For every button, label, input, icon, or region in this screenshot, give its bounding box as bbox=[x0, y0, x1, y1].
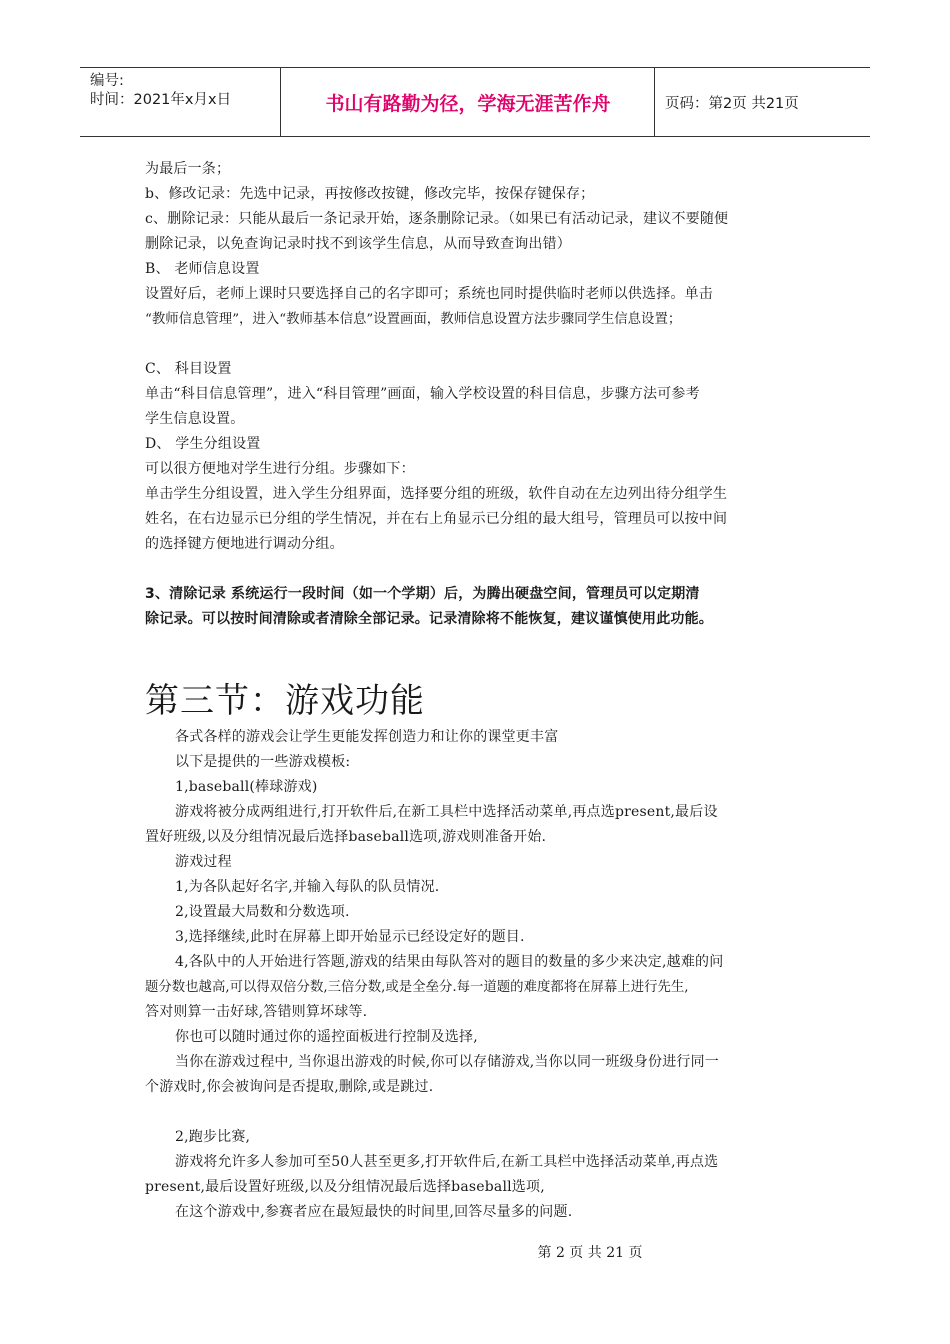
game-line: 答对则算一击好球,答错则算坏球等. bbox=[145, 1004, 368, 1020]
game-line: 你也可以随时通过你的遥控面板进行控制及选择, bbox=[175, 1029, 478, 1045]
document-number-label: 编号: bbox=[90, 73, 124, 89]
game-line: present,最后设置好班级,以及分组情况最后选择baseball选项, bbox=[145, 1179, 545, 1195]
document-body bbox=[145, 157, 810, 1225]
game-line: 1,baseball(棒球游戏) bbox=[175, 779, 318, 795]
body-line: “教师信息管理”，进入“教师基本信息”设置画面，教师信息设置方法步骤同学生信息设置； bbox=[145, 312, 682, 327]
header-page-info: 页码：第2页 共21页 bbox=[665, 95, 799, 112]
game-line: 2,设置最大局数和分数选项. bbox=[175, 904, 350, 920]
subsection-heading-d: D、 学生分组设置 bbox=[145, 436, 261, 452]
game-line: 游戏将允许多人参加可至50人甚至更多,打开软件后,在新工具栏中选择活动菜单,再点选 bbox=[175, 1154, 719, 1170]
body-line: 设置好后，老师上课时只要选择自己的名字即可；系统也同时提供临时老师以供选择。单击 bbox=[145, 286, 713, 302]
header-meta bbox=[80, 68, 281, 136]
game-line: 2,跑步比赛, bbox=[175, 1129, 251, 1145]
body-line: c、删除记录：只能从最后一条记录开始，逐条删除记录。（如果已有活动记录，建议不要随便 bbox=[145, 211, 729, 227]
body-line: 单击“科目信息管理”，进入“科目管理”画面，输入学校设置的科目信息，步骤方法可参考 bbox=[145, 386, 700, 402]
body-line: 单击学生分组设置，进入学生分组界面，选择要分组的班级，软件自动在左边列出待分组学生 bbox=[145, 486, 728, 502]
section-title: 第三节：游戏功能 bbox=[145, 681, 425, 721]
body-line: 为最后一条； bbox=[145, 161, 231, 177]
game-line: 3,选择继续,此时在屏幕上即开始显示已经设定好的题目. bbox=[175, 929, 525, 945]
game-line: 以下是提供的一些游戏模板: bbox=[175, 754, 351, 770]
game-line: 当你在游戏过程中, 当你退出游戏的时候,你可以存储游戏,当你以同一班级身份进行同一 bbox=[175, 1054, 719, 1070]
body-line: b、修改记录：先选中记录，再按修改按键，修改完毕，按保存键保存； bbox=[145, 186, 595, 202]
game-line: 游戏将被分成两组进行,打开软件后,在新工具栏中选择活动菜单,再点选present,最后设 bbox=[175, 804, 718, 820]
game-line: 各式各样的游戏会让学生更能发挥创造力和让你的课堂更丰富 bbox=[175, 729, 559, 745]
game-line: 在这个游戏中,参赛者应在最短最快的时间里,回答尽量多的问题. bbox=[175, 1204, 573, 1220]
game-line: 置好班级,以及分组情况最后选择baseball选项,游戏则准备开始. bbox=[145, 829, 547, 845]
document-date: 时间：2021年x月x日 bbox=[90, 92, 232, 108]
game-line: 游戏过程 bbox=[175, 854, 232, 870]
bold-paragraph-line: 除记录。可以按时间清除或者清除全部记录。记录清除将不能恢复，建议谨慎使用此功能。 bbox=[145, 611, 713, 627]
footer-page-number: 第 2 页 共 21 页 bbox=[537, 1245, 643, 1261]
page-footer bbox=[0, 1242, 950, 1262]
game-line: 题分数也越高,可以得双倍分数,三倍分数,或是全垒分.每一道题的难度都将在屏幕上进行先生, bbox=[145, 980, 689, 995]
body-line: 学生信息设置。 bbox=[145, 411, 245, 427]
header-motto: 书山有路勤为径，学海无涯苦作舟 bbox=[282, 68, 655, 136]
page-header bbox=[80, 67, 870, 137]
body-line: 可以很方便地对学生进行分组。步骤如下： bbox=[145, 461, 415, 477]
bold-paragraph-line: 3、清除记录 系统运行一段时间（如一个学期）后，为腾出硬盘空间，管理员可以定期清 bbox=[145, 586, 700, 602]
game-line: 4,各队中的人开始进行答题,游戏的结果由每队答对的题目的数量的多少来决定,越难的问 bbox=[175, 954, 724, 970]
body-line: 的选择键方便地进行调动分组。 bbox=[145, 536, 344, 552]
subsection-heading-c: C、 科目设置 bbox=[145, 361, 232, 377]
game-line: 个游戏时,你会被询问是否提取,删除,或是跳过. bbox=[145, 1079, 434, 1095]
body-line: 删除记录，以免查询记录时找不到该学生信息，从而导致查询出错） bbox=[145, 236, 571, 252]
game-line: 1,为各队起好名字,并输入每队的队员情况. bbox=[175, 879, 440, 895]
subsection-heading-b: B、 老师信息设置 bbox=[145, 261, 260, 277]
body-line: 姓名，在右边显示已分组的学生情况，并在右上角显示已分组的最大组号，管理员可以按中间 bbox=[145, 511, 728, 527]
